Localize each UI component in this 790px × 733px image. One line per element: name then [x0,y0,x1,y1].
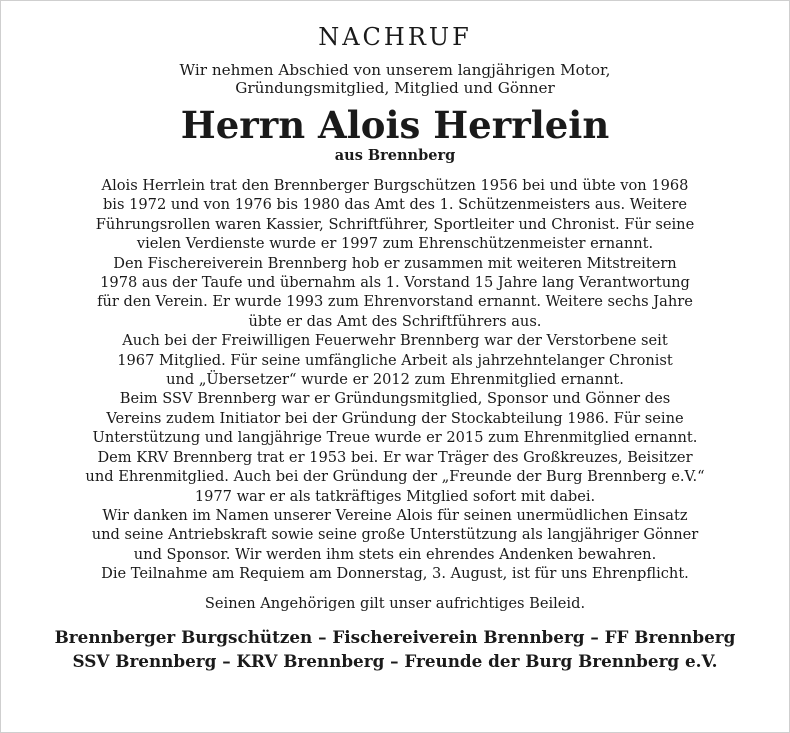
body-line: 1977 war er als tatkräftiges Mitglied sofort mit dabei. [194,487,596,505]
body-line: Vereins zudem Initiator bei der Gründung der Stockabteilung 1986. Für seine [106,409,684,427]
body-line: für den Verein. Er wurde 1993 zum Ehrenvorstand ernannt. Weitere sechs Jahre [97,293,693,311]
body-line: und seine Antriebskraft sowie seine große Unterstützung als langjähriger Gönner [91,526,699,544]
body-line: Beim SSV Brennberg war er Gründungsmitglied, Sponsor und Gönner des [119,390,671,408]
body-line: Auch bei der Freiwilligen Feuerwehr Brennberg war der Verstorbene seit [122,332,668,350]
body-line: Führungsrollen waren Kassier, Schriftführer, Sportleiter und Chronist. Für seine [95,215,695,233]
body-line: 1967 Mitglied. Für seine umfängliche Arbeit als jahrzehntelanger Chronist [117,351,673,369]
body-line: Alois Herrlein trat den Brennberger Burgschützen 1956 bei und übte von 1968 [101,177,689,194]
deceased-origin: aus Brennberg [334,147,456,164]
body-line: Wir danken im Namen unserer Vereine Alois für seinen unermüdlichen Einsatz [102,506,688,524]
signature-line: Brennberger Burgschützen – Fischereiverein Brennberg – FF Brennberg [54,626,736,647]
body-line: übte er das Amt des Schriftführers aus. [248,312,542,330]
deceased-name: Herrn Alois Herrlein [180,103,610,147]
body-line: Den Fischereiverein Brennberg hob er zusammen mit weiteren Mitstreitern [113,254,677,272]
body-line: und „Übersetzer“ wurde er 2012 zum Ehrenmitglied ernannt. [166,371,624,389]
signature-line: SSV Brennberg – KRV Brennberg – Freunde der Burg Brennberg e.V. [72,650,718,671]
body-line: und Sponsor. Wir werden ihm stets ein ehrendes Andenken bewahren. [133,545,657,563]
body-line: 1978 aus der Taufe und übernahm als 1. Vorstand 15 Jahre lang Verantwortung [100,274,690,292]
intro-line: Wir nehmen Abschied von unserem langjährigen Motor, [179,61,611,79]
condolence-line: Seinen Angehörigen gilt unser aufrichtiges Beileid. [204,594,586,612]
body-line: vielen Verdienste wurde er 1997 zum Ehrenschützenmeister ernannt. [136,235,654,253]
body-line: Die Teilnahme am Requiem am Donnerstag, 3. August, ist für uns Ehrenpflicht. [101,565,689,583]
body-line: Unterstützung und langjährige Treue wurde er 2015 zum Ehrenmitglied ernannt. [92,429,698,447]
body-line: Dem KRV Brennberg trat er 1953 bei. Er war Träger des Großkreuzes, Beisitzer [97,448,693,466]
intro-line: Gründungsmitglied, Mitglied und Gönner [235,79,555,97]
obituary-body [47,176,743,584]
body-line: bis 1972 und von 1976 bis 1980 das Amt des 1. Schützenmeisters aus. Weitere [102,196,688,214]
signature-block [47,625,743,673]
intro-text [47,61,743,97]
notice-header: NACHRUF [318,23,472,51]
body-line: und Ehrenmitglied. Auch bei der Gründung der „Freunde der Burg Brennberg e.V.“ [85,468,705,486]
